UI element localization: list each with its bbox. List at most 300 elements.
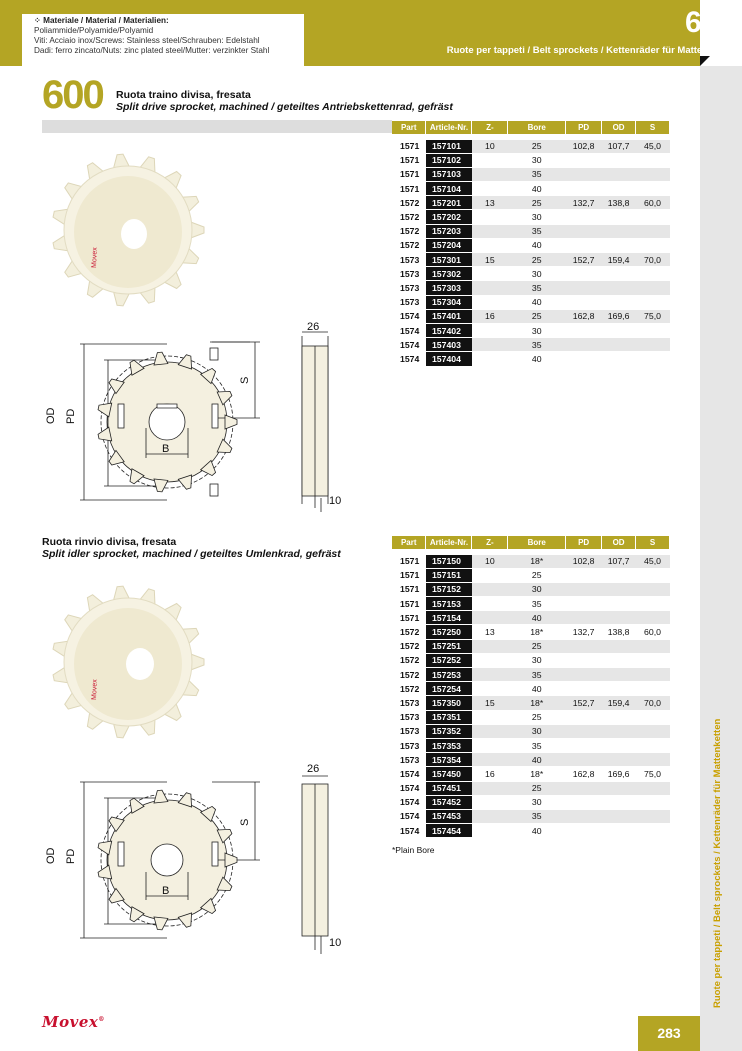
teeth-cell: [472, 210, 508, 224]
materials-box: [22, 14, 304, 66]
pd-label: PD: [65, 408, 77, 424]
pd-cell: [566, 323, 602, 337]
material-line: Dadi: ferro zincato/Nuts: zinc plated steel/Mutter: verzinkter Stahl: [34, 46, 270, 55]
pd-cell: [566, 167, 602, 181]
article-cell: 157451: [426, 781, 472, 795]
pd-cell: [566, 738, 602, 752]
bore-cell: 35: [508, 668, 566, 682]
sprocket-tooth: [153, 790, 168, 803]
column-header: Bore: [508, 121, 566, 134]
sprocket-mark: Movex: [91, 679, 99, 701]
pd-cell: [566, 153, 602, 167]
od-cell: [602, 238, 636, 252]
column-header: OD: [602, 536, 636, 549]
table-row: [392, 753, 670, 767]
article-cell: 157103: [426, 167, 472, 181]
teeth-cell: [472, 153, 508, 167]
sprocket-mark: Movex: [91, 247, 99, 269]
article-cell: 157302: [426, 267, 472, 281]
s-cell: 45,0: [636, 139, 670, 153]
part-cell: 1574: [392, 781, 426, 795]
od-cell: [602, 710, 636, 724]
pd-cell: 152,7: [566, 253, 602, 267]
drive-technical-drawing: [40, 318, 360, 518]
od-cell: 107,7: [602, 139, 636, 153]
od-cell: [602, 653, 636, 667]
header-corner: [304, 56, 314, 66]
pd-cell: 132,7: [566, 196, 602, 210]
table-row: [392, 295, 670, 309]
bore-cell: 25: [508, 196, 566, 210]
part-cell: 1571: [392, 167, 426, 181]
od-cell: [602, 582, 636, 596]
teeth-cell: [472, 568, 508, 582]
hub-label: 10: [329, 495, 342, 507]
od-cell: [602, 323, 636, 337]
section-band: [42, 120, 392, 133]
teeth-cell: [472, 781, 508, 795]
bore-cell: 25: [508, 781, 566, 795]
part-cell: 1573: [392, 724, 426, 738]
part-cell: 1574: [392, 809, 426, 823]
materials-title: Materiale / Material / Materialien:: [43, 16, 169, 25]
table-row: [392, 224, 670, 238]
s-cell: [636, 710, 670, 724]
part-cell: 1572: [392, 210, 426, 224]
od-cell: [602, 824, 636, 838]
part-cell: 1573: [392, 753, 426, 767]
table-row: [392, 238, 670, 252]
table-row: [392, 682, 670, 696]
part-cell: 1572: [392, 224, 426, 238]
pd-cell: 152,7: [566, 696, 602, 710]
pd-label: PD: [65, 848, 77, 864]
table-header-row: [392, 121, 670, 134]
table-row: [392, 738, 670, 752]
pd-cell: [566, 809, 602, 823]
s-cell: [636, 653, 670, 667]
width-label: 26: [307, 321, 320, 333]
teeth-cell: [472, 182, 508, 196]
bore-cell: 18*: [508, 767, 566, 781]
table-row: [392, 281, 670, 295]
pd-cell: 162,8: [566, 767, 602, 781]
pd-cell: [566, 568, 602, 582]
table-row: [392, 696, 670, 710]
pd-cell: [566, 224, 602, 238]
pd-cell: [566, 781, 602, 795]
pd-cell: 162,8: [566, 309, 602, 323]
s-cell: [636, 611, 670, 625]
table-row: [392, 767, 670, 781]
s-cell: [636, 781, 670, 795]
table-row: [392, 196, 670, 210]
od-cell: [602, 724, 636, 738]
idler-title-it: Ruota rinvio divisa, fresata: [42, 536, 177, 548]
od-cell: 107,7: [602, 554, 636, 568]
part-cell: 1572: [392, 682, 426, 696]
teeth-cell: 15: [472, 696, 508, 710]
teeth-cell: [472, 668, 508, 682]
pd-cell: [566, 267, 602, 281]
s-cell: [636, 639, 670, 653]
od-cell: [602, 224, 636, 238]
pd-cell: [566, 795, 602, 809]
table-row: [392, 323, 670, 337]
article-cell: 157153: [426, 597, 472, 611]
pd-cell: [566, 182, 602, 196]
article-cell: 157304: [426, 295, 472, 309]
s-label: S: [239, 376, 251, 384]
teeth-cell: 16: [472, 767, 508, 781]
s-cell: [636, 281, 670, 295]
table-row: [392, 582, 670, 596]
s-cell: [636, 753, 670, 767]
column-header: S: [636, 536, 670, 549]
od-label: OD: [45, 407, 57, 424]
movex-logo: [42, 1013, 105, 1031]
bore-cell: 30: [508, 210, 566, 224]
article-cell: 157252: [426, 653, 472, 667]
material-line: Viti: Acciaio inox/Screws: Stainless steel/Schrauben: Edelstahl: [34, 36, 260, 45]
sprocket-tooth: [97, 401, 112, 417]
od-cell: [602, 738, 636, 752]
pd-cell: [566, 653, 602, 667]
bore-cell: 35: [508, 167, 566, 181]
pd-cell: [566, 611, 602, 625]
teeth-cell: [472, 710, 508, 724]
pd-cell: [566, 295, 602, 309]
section-number: 600: [42, 73, 103, 117]
od-cell: [602, 568, 636, 582]
teeth-cell: [472, 653, 508, 667]
table-row: [392, 625, 670, 639]
article-cell: 157203: [426, 224, 472, 238]
od-cell: [602, 682, 636, 696]
part-cell: 1572: [392, 196, 426, 210]
table-row: [392, 352, 670, 366]
part-cell: 1572: [392, 639, 426, 653]
series-number: 600: [684, 6, 732, 39]
s-cell: [636, 795, 670, 809]
table-row: [392, 639, 670, 653]
s-cell: [636, 682, 670, 696]
article-cell: 157354: [426, 753, 472, 767]
article-cell: 157150: [426, 554, 472, 568]
s-cell: [636, 724, 670, 738]
article-cell: 157102: [426, 153, 472, 167]
part-cell: 1571: [392, 568, 426, 582]
part-cell: 1573: [392, 253, 426, 267]
bore-cell: 25: [508, 639, 566, 653]
article-cell: 157251: [426, 639, 472, 653]
teeth-cell: [472, 582, 508, 596]
od-cell: [602, 352, 636, 366]
table-row: [392, 611, 670, 625]
part-cell: 1573: [392, 710, 426, 724]
s-cell: [636, 668, 670, 682]
od-cell: [602, 611, 636, 625]
idler-technical-drawing: [40, 760, 360, 960]
s-cell: [636, 824, 670, 838]
idler-title-en: Split idler sprocket, machined / geteiltes Umlenkrad, gefräst: [42, 548, 341, 560]
s-cell: [636, 267, 670, 281]
od-cell: [602, 167, 636, 181]
bore-cell: 40: [508, 682, 566, 696]
s-cell: [636, 809, 670, 823]
s-cell: [636, 224, 670, 238]
part-cell: 1574: [392, 338, 426, 352]
pd-cell: [566, 338, 602, 352]
s-label: S: [239, 818, 251, 826]
teeth-cell: [472, 295, 508, 309]
bore-cell: 25: [508, 710, 566, 724]
teeth-cell: [472, 753, 508, 767]
od-cell: [602, 795, 636, 809]
table-row: [392, 267, 670, 281]
bore-cell: 40: [508, 824, 566, 838]
column-header: Part: [392, 121, 426, 134]
od-cell: [602, 753, 636, 767]
bore-cell: 18*: [508, 696, 566, 710]
teeth-cell: [472, 611, 508, 625]
od-label: OD: [45, 847, 57, 864]
bore-cell: 30: [508, 724, 566, 738]
column-header: Z-: [472, 121, 508, 134]
bore-cell: 30: [508, 267, 566, 281]
teeth-cell: [472, 682, 508, 696]
s-cell: [636, 238, 670, 252]
article-cell: 157250: [426, 625, 472, 639]
part-cell: 1571: [392, 611, 426, 625]
bore-cell: 30: [508, 795, 566, 809]
article-cell: 157352: [426, 724, 472, 738]
article-cell: 157453: [426, 809, 472, 823]
header-corner-dark: [700, 56, 710, 66]
bore-cell: 40: [508, 238, 566, 252]
column-header: Article-Nr.: [426, 536, 472, 549]
registered-mark: ®: [98, 1016, 105, 1023]
table-row: [392, 309, 670, 323]
teeth-cell: [472, 238, 508, 252]
bore-cell: 35: [508, 224, 566, 238]
article-cell: 157403: [426, 338, 472, 352]
s-cell: [636, 167, 670, 181]
table-row: [392, 210, 670, 224]
article-cell: 157303: [426, 281, 472, 295]
sprocket-tooth: [225, 853, 237, 867]
hub-label: 10: [329, 937, 342, 949]
plain-bore-note: *Plain Bore: [392, 845, 435, 855]
s-cell: 75,0: [636, 309, 670, 323]
s-cell: 75,0: [636, 767, 670, 781]
article-cell: 157353: [426, 738, 472, 752]
article-cell: 157104: [426, 182, 472, 196]
pd-cell: [566, 281, 602, 295]
article-cell: 157450: [426, 767, 472, 781]
bore-cell: 35: [508, 738, 566, 752]
column-header: Part: [392, 536, 426, 549]
teeth-cell: 13: [472, 196, 508, 210]
bore-cell: 40: [508, 753, 566, 767]
article-cell: 157154: [426, 611, 472, 625]
table-row: [392, 824, 670, 838]
article-cell: 157351: [426, 710, 472, 724]
table-row: [392, 182, 670, 196]
sprocket-tooth: [97, 865, 112, 881]
drive-sprocket-photo: [48, 148, 208, 308]
drive-title-it: Ruota traino divisa, fresata: [116, 89, 251, 101]
teeth-cell: 13: [472, 625, 508, 639]
part-cell: 1573: [392, 267, 426, 281]
pd-cell: [566, 582, 602, 596]
table-row: [392, 153, 670, 167]
bore-cell: 35: [508, 809, 566, 823]
teeth-cell: [472, 639, 508, 653]
table-row: [392, 597, 670, 611]
teeth-cell: [472, 267, 508, 281]
header-subtitle: Ruote per tappeti / Belt sprockets / Kettenräder für Mattenketten: [446, 45, 736, 56]
od-cell: 138,8: [602, 196, 636, 210]
pd-cell: 102,8: [566, 554, 602, 568]
teeth-cell: [472, 352, 508, 366]
part-cell: 1573: [392, 281, 426, 295]
article-cell: 157401: [426, 309, 472, 323]
part-cell: 1574: [392, 309, 426, 323]
table-row: [392, 338, 670, 352]
od-cell: [602, 597, 636, 611]
teeth-cell: [472, 338, 508, 352]
article-cell: 157402: [426, 323, 472, 337]
width-label: 26: [307, 763, 320, 775]
od-cell: [602, 781, 636, 795]
bore-cell: 18*: [508, 554, 566, 568]
bore-cell: 30: [508, 582, 566, 596]
s-cell: [636, 597, 670, 611]
part-cell: 1573: [392, 738, 426, 752]
pd-cell: [566, 753, 602, 767]
pd-cell: [566, 710, 602, 724]
logo-text: Movex: [42, 1013, 99, 1031]
bore-cell: 25: [508, 139, 566, 153]
teeth-cell: 10: [472, 139, 508, 153]
b-label: B: [162, 885, 170, 897]
b-label: B: [162, 443, 170, 455]
drive-spec-table: [392, 121, 670, 367]
teeth-cell: [472, 167, 508, 181]
pd-cell: [566, 824, 602, 838]
od-cell: [602, 182, 636, 196]
teeth-cell: [472, 738, 508, 752]
pd-cell: [566, 238, 602, 252]
pd-cell: [566, 682, 602, 696]
s-cell: [636, 582, 670, 596]
od-cell: [602, 295, 636, 309]
part-cell: 1574: [392, 767, 426, 781]
s-cell: [636, 153, 670, 167]
s-cell: 60,0: [636, 625, 670, 639]
part-cell: 1571: [392, 139, 426, 153]
od-cell: [602, 267, 636, 281]
article-cell: 157201: [426, 196, 472, 210]
part-cell: 1572: [392, 238, 426, 252]
bore-cell: 18*: [508, 625, 566, 639]
teeth-cell: [472, 224, 508, 238]
sprocket-tooth: [97, 427, 112, 443]
table-row: [392, 568, 670, 582]
page-number: 283: [638, 1016, 700, 1051]
table-row: [392, 781, 670, 795]
part-cell: 1573: [392, 696, 426, 710]
teeth-cell: [472, 824, 508, 838]
pd-cell: 102,8: [566, 139, 602, 153]
part-cell: 1574: [392, 352, 426, 366]
table-row: [392, 653, 670, 667]
bore-cell: 40: [508, 352, 566, 366]
column-header: PD: [566, 121, 602, 134]
article-cell: 157101: [426, 139, 472, 153]
bore-cell: 40: [508, 295, 566, 309]
s-cell: [636, 210, 670, 224]
article-cell: 157301: [426, 253, 472, 267]
od-cell: 159,4: [602, 696, 636, 710]
s-cell: [636, 182, 670, 196]
column-header: Article-Nr.: [426, 121, 472, 134]
od-cell: [602, 281, 636, 295]
sprocket-tooth: [153, 352, 168, 365]
teeth-cell: 16: [472, 309, 508, 323]
materials-icon: ⁘: [34, 16, 44, 25]
part-cell: 1571: [392, 597, 426, 611]
table-row: [392, 167, 670, 181]
teeth-cell: 15: [472, 253, 508, 267]
article-cell: 157254: [426, 682, 472, 696]
column-header: PD: [566, 536, 602, 549]
bore-cell: 30: [508, 153, 566, 167]
article-cell: 157202: [426, 210, 472, 224]
part-cell: 1571: [392, 182, 426, 196]
pd-cell: 132,7: [566, 625, 602, 639]
material-line: Poliammide/Polyamide/Polyamid: [34, 26, 154, 35]
part-cell: 1574: [392, 795, 426, 809]
bore-cell: 25: [508, 568, 566, 582]
pd-cell: [566, 597, 602, 611]
od-cell: [602, 639, 636, 653]
bore-cell: 40: [508, 611, 566, 625]
part-cell: 1571: [392, 582, 426, 596]
od-cell: [602, 153, 636, 167]
pd-cell: [566, 668, 602, 682]
column-header: OD: [602, 121, 636, 134]
part-cell: 1571: [392, 554, 426, 568]
article-cell: 157152: [426, 582, 472, 596]
s-cell: [636, 295, 670, 309]
part-cell: 1572: [392, 653, 426, 667]
part-cell: 1574: [392, 323, 426, 337]
table-row: [392, 710, 670, 724]
article-cell: 157454: [426, 824, 472, 838]
bore-cell: 35: [508, 338, 566, 352]
bore-cell: 35: [508, 597, 566, 611]
article-cell: 157204: [426, 238, 472, 252]
od-cell: 169,6: [602, 309, 636, 323]
column-header: S: [636, 121, 670, 134]
drive-title-en: Split drive sprocket, machined / geteiltes Antriebskettenrad, gefräst: [116, 101, 453, 113]
sprocket-tooth: [225, 415, 237, 429]
table-row: [392, 139, 670, 153]
part-cell: 1573: [392, 295, 426, 309]
s-cell: [636, 323, 670, 337]
